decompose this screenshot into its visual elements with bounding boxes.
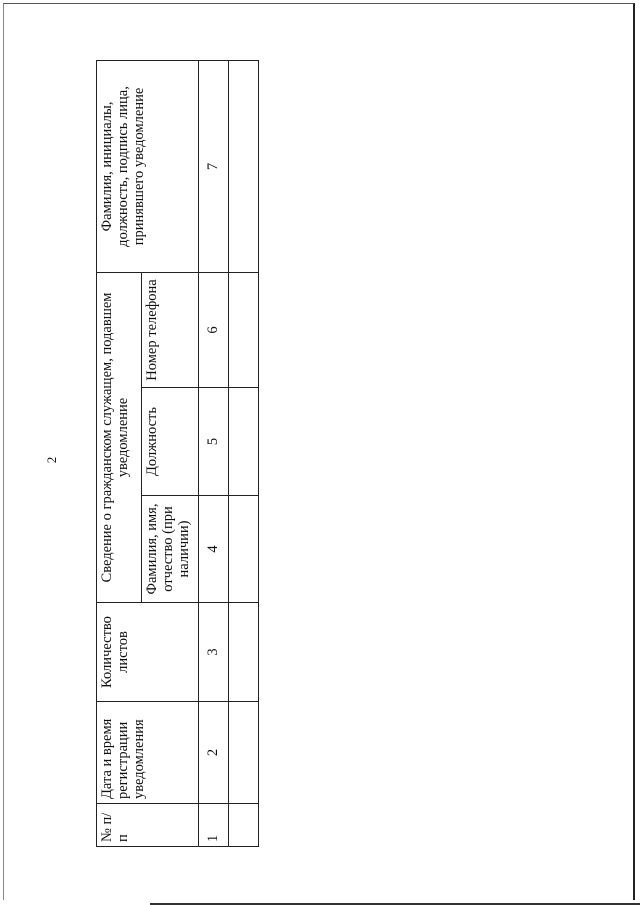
empty-cell bbox=[229, 388, 259, 496]
empty-cell bbox=[229, 702, 259, 804]
empty-cell bbox=[229, 603, 259, 702]
header-number: № п/п bbox=[97, 804, 199, 847]
column-number-cell: 7 bbox=[199, 60, 229, 272]
header-row-1 bbox=[97, 60, 142, 846]
column-number-cell: 4 bbox=[199, 496, 229, 603]
header-full-name: Фамилия, имя, отчество (при наличии) bbox=[142, 496, 199, 603]
column-number-cell: 2 bbox=[199, 702, 229, 804]
column-number-cell: 5 bbox=[199, 388, 229, 496]
column-number-cell: 6 bbox=[199, 272, 229, 387]
empty-cell bbox=[229, 496, 259, 603]
header-phone: Номер телефона bbox=[142, 272, 199, 387]
column-number-cell: 1 bbox=[199, 804, 229, 847]
header-sheets: Количество листов bbox=[97, 603, 199, 702]
column-number-cell: 3 bbox=[199, 603, 229, 702]
header-position: Должность bbox=[142, 388, 199, 496]
empty-data-row bbox=[229, 60, 259, 846]
header-reg-datetime: Дата и время регистрации уведомления bbox=[97, 702, 199, 804]
header-receiver: Фамилия, инициалы, должность, подпись лица, принявшего уведомление bbox=[97, 60, 199, 272]
empty-cell bbox=[229, 272, 259, 387]
empty-cell bbox=[229, 804, 259, 847]
registration-table-container bbox=[96, 61, 258, 847]
registration-table bbox=[96, 60, 259, 847]
page-number: 2 bbox=[44, 456, 59, 464]
column-number-row bbox=[199, 60, 229, 846]
empty-cell bbox=[229, 60, 259, 272]
header-employee-info: Сведение о гражданском служащем, подавшем уведомление bbox=[97, 272, 142, 602]
